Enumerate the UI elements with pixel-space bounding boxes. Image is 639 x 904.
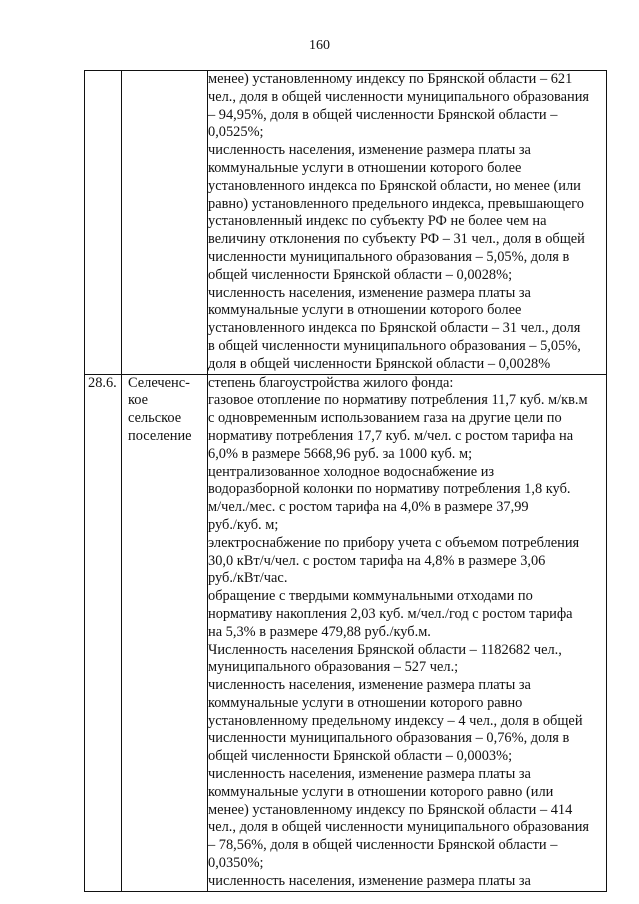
text-line: установленному предельному индексу – 4 чел., доля в общей xyxy=(208,712,583,729)
description-text xyxy=(208,375,606,891)
text-line: кое xyxy=(128,392,149,409)
text-line: численность населения, изменение размера платы за xyxy=(208,142,531,159)
text-line: – 78,56%, доля в общей численности Брянской области – xyxy=(208,837,558,854)
text-line: доля в общей численности Брянской области – 0,0028% xyxy=(208,355,551,372)
text-line: 6,0% в размере 5668,96 руб. за 1000 куб. м; xyxy=(208,445,473,462)
text-line: равно) установленного предельного индекса, превышающего xyxy=(208,195,584,212)
text-line: коммунальные услуги в отношении которого равно xyxy=(208,694,523,711)
text-line: чел., доля в общей численности муниципального образования xyxy=(208,819,590,836)
table-row xyxy=(85,374,607,891)
text-line: нормативу накопления 2,03 куб. м/чел./год с ростом тарифа xyxy=(208,605,573,622)
page-number: 160 xyxy=(309,38,330,53)
text-line: в общей численности муниципального образования – 5,05%, xyxy=(208,337,581,354)
text-line: численность населения, изменение размера платы за xyxy=(208,677,531,694)
text-line: м/чел./мес. с ростом тарифа на 4,0% в размере 37,99 xyxy=(208,499,529,516)
text-line: обращение с твердыми коммунальными отходами по xyxy=(208,588,533,605)
text-line: чел., доля в общей численности муниципального образования xyxy=(208,88,590,105)
settlement-name-cell xyxy=(122,374,208,891)
row-number-cell xyxy=(85,71,122,375)
text-line: 0,0525%; xyxy=(208,124,264,141)
text-line: численности муниципального образования – 5,05%, доля в xyxy=(208,248,570,265)
description-cell xyxy=(208,71,607,375)
text-line: численность населения, изменение размера платы за xyxy=(208,766,531,783)
text-line: численность населения, изменение размера платы за xyxy=(208,872,531,889)
row-number-cell xyxy=(85,374,122,891)
description-text xyxy=(208,71,606,374)
text-line: численности муниципального образования – 0,76%, доля в xyxy=(208,730,570,747)
settlement-name-cell xyxy=(122,71,208,375)
text-line: руб./кВт/час. xyxy=(208,570,288,587)
text-line: муниципального образования – 527 чел.; xyxy=(208,659,459,676)
text-line: общей численности Брянской области – 0,0003%; xyxy=(208,748,513,765)
settlement-name xyxy=(122,375,207,446)
text-line: установленного индекса по Брянской области, но менее (или xyxy=(208,177,581,194)
municipal-data-table xyxy=(84,70,607,892)
text-line: общей численности Брянской области – 0,0028%; xyxy=(208,266,513,283)
text-line: электроснабжение по прибору учета с объемом потребления xyxy=(208,534,580,551)
text-line: Численность населения Брянской области – 1182682 чел., xyxy=(208,641,562,658)
text-line: нормативу потребления 17,7 куб. м/чел. с ростом тарифа на xyxy=(208,427,574,444)
text-line: газовое отопление по нормативу потребления 11,7 куб. м/кв.м xyxy=(208,392,588,409)
text-line: сельское xyxy=(128,410,182,427)
text-line: водоразборной колонки по нормативу потребления 1,8 куб. xyxy=(208,481,571,498)
text-line: коммунальные услуги в отношении которого более xyxy=(208,159,522,176)
table-row xyxy=(85,71,607,375)
text-line: Селеченс- xyxy=(128,374,190,391)
text-line: с одновременным использованием газа на другие цели по xyxy=(208,410,562,427)
description-cell xyxy=(208,374,607,891)
text-line: на 5,3% в размере 479,88 руб./куб.м. xyxy=(208,623,431,640)
text-line: коммунальные услуги в отношении которого более xyxy=(208,302,522,319)
text-line: – 94,95%, доля в общей численности Брянской области – xyxy=(208,106,558,123)
text-line: централизованное холодное водоснабжение из xyxy=(208,463,495,480)
text-line: поселение xyxy=(128,427,192,444)
text-line: установленного индекса по Брянской области – 31 чел., доля xyxy=(208,320,581,337)
row-number: 28.6. xyxy=(88,374,117,391)
text-line: численность населения, изменение размера платы за xyxy=(208,284,531,301)
text-line: установленный индекс по субъекту РФ не более чем на xyxy=(208,213,547,230)
text-line: менее) установленному индексу по Брянской области – 414 xyxy=(208,801,573,818)
text-line: 0,0350%; xyxy=(208,855,264,872)
text-line: величину отклонения по субъекту РФ – 31 чел., доля в общей xyxy=(208,231,585,248)
text-line: 30,0 кВт/ч/чел. с ростом тарифа на 4,8% в размере 3,06 xyxy=(208,552,546,569)
text-line: менее) установленному индексу по Брянской области – 621 xyxy=(208,71,573,87)
text-line: степень благоустройства жилого фонда: xyxy=(208,374,454,391)
text-line: коммунальные услуги в отношении которого равно (или xyxy=(208,783,554,800)
text-line: руб./куб. м; xyxy=(208,516,279,533)
